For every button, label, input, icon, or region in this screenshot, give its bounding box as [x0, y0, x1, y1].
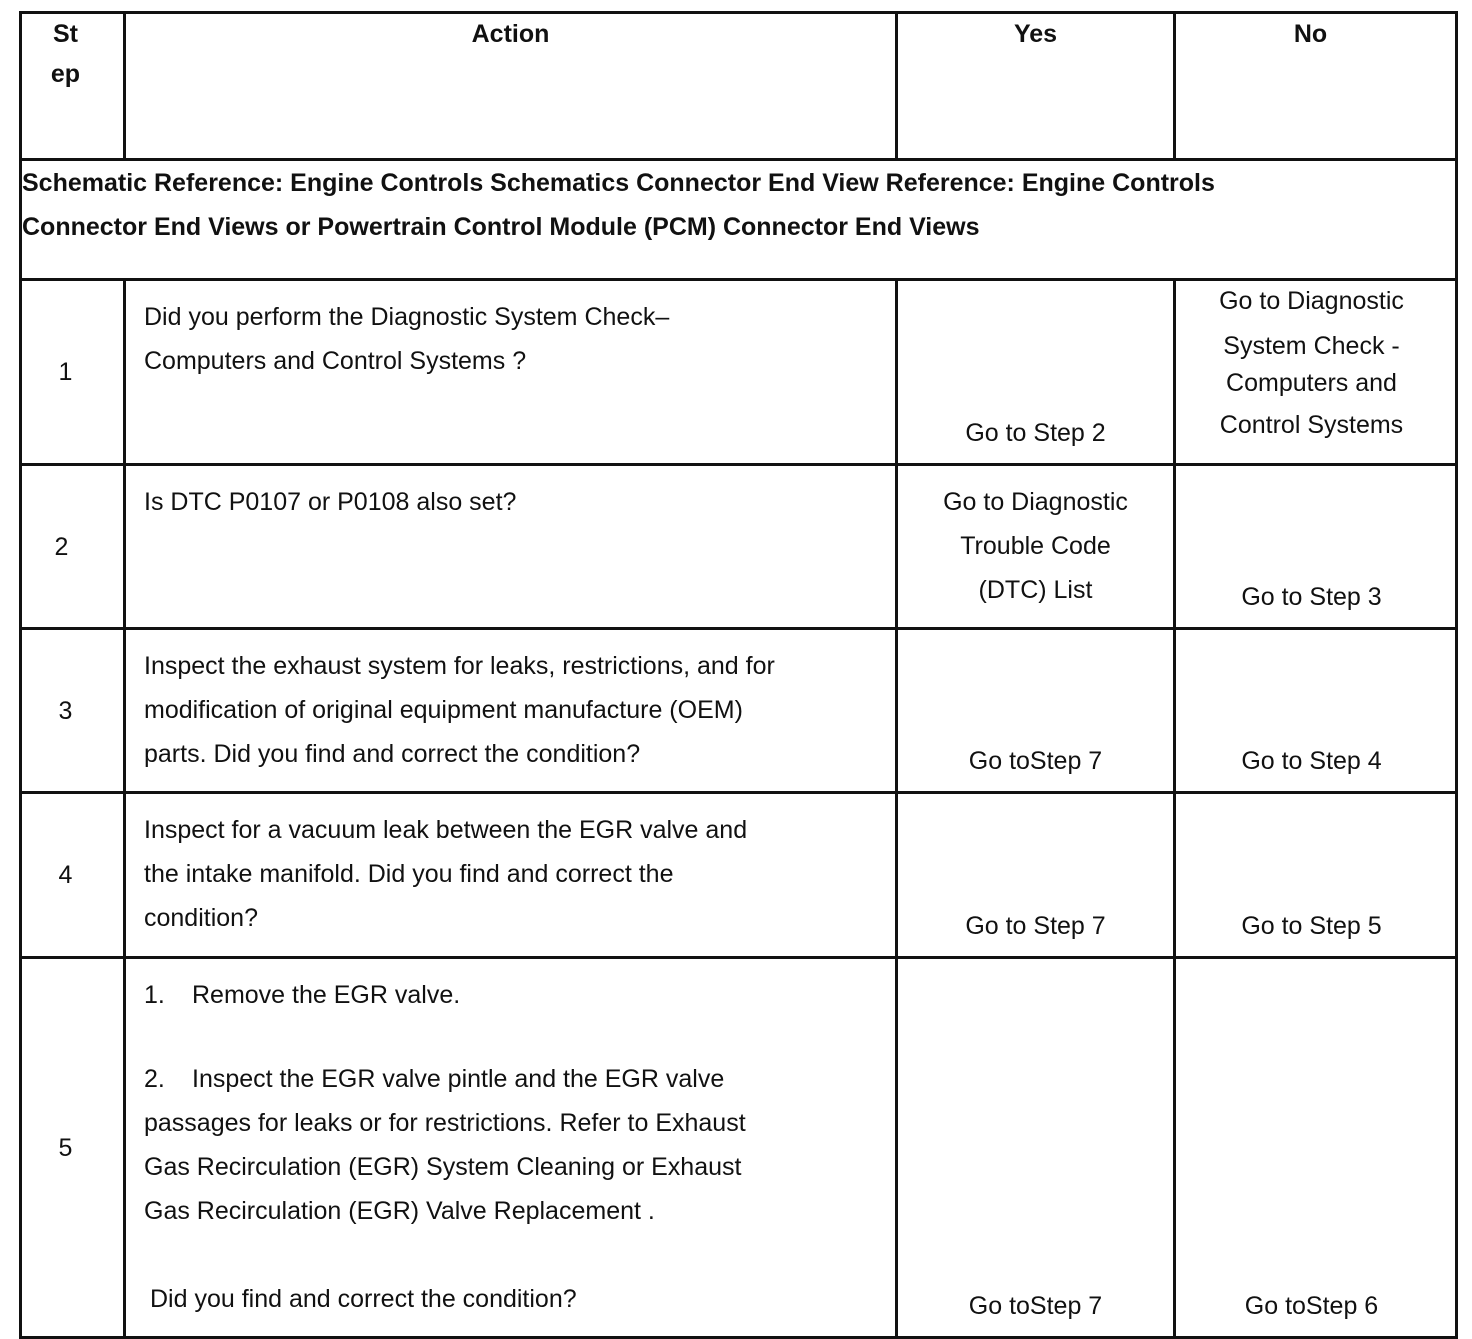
yes-cell	[897, 280, 1175, 465]
header-step	[21, 13, 125, 160]
yes-cell	[897, 958, 1175, 1338]
no-line: System Check -	[1223, 332, 1400, 360]
reference-row	[21, 160, 1457, 280]
yes-line: (DTC) List	[978, 576, 1093, 604]
yes-line: Go to Diagnostic	[943, 488, 1128, 516]
reference-line-1: Schematic Reference: Engine Controls Schematics Connector End View Reference: Engine Controls	[22, 169, 1215, 197]
list-number: 1.	[144, 981, 165, 1009]
yes-line: Go to Step 2	[965, 419, 1106, 447]
action-line: Is DTC P0107 or P0108 also set?	[144, 488, 517, 516]
yes-cell	[897, 793, 1175, 958]
action-line: Inspect for a vacuum leak between the EGR valve and	[144, 816, 748, 844]
action-cell	[125, 280, 897, 465]
action-cell	[125, 958, 897, 1338]
action-cell	[125, 629, 897, 793]
no-line: Go to Step 3	[1241, 583, 1382, 611]
action-line: parts. Did you find and correct the condition?	[144, 740, 641, 768]
yes-cell	[897, 629, 1175, 793]
header-step-line-2: ep	[50, 60, 81, 88]
table-row	[21, 793, 1457, 958]
header-step-line-1: St	[53, 20, 78, 48]
no-cell	[1175, 958, 1457, 1338]
action-cell	[125, 465, 897, 629]
yes-cell	[897, 465, 1175, 629]
action-line: condition?	[144, 904, 258, 932]
no-line: Computers and	[1226, 369, 1397, 397]
no-cell	[1175, 280, 1457, 465]
header-yes: Yes	[897, 13, 1175, 160]
table-row	[21, 958, 1457, 1338]
step-number: 4	[21, 793, 125, 958]
no-line: Control Systems	[1219, 411, 1404, 439]
action-question: Did you find and correct the condition?	[150, 1285, 577, 1313]
step-number: 5	[21, 958, 125, 1338]
action-list-item	[144, 973, 875, 1017]
table-row	[21, 629, 1457, 793]
spacer	[144, 1233, 875, 1277]
no-line: Go toStep 6	[1244, 1292, 1379, 1320]
no-cell	[1175, 465, 1457, 629]
list-text: Inspect the EGR valve pintle and the EGR valve	[192, 1065, 725, 1093]
action-line: modification of original equipment manufacture (OEM)	[144, 696, 743, 724]
reference-line-2: Connector End Views or Powertrain Control Module (PCM) Connector End Views	[22, 213, 980, 241]
no-line: Go to Step 4	[1241, 747, 1382, 775]
table-row	[21, 465, 1457, 629]
action-line: Inspect the exhaust system for leaks, restrictions, and for	[144, 652, 775, 680]
action-line: the intake manifold. Did you find and correct the	[144, 860, 674, 888]
no-cell	[1175, 793, 1457, 958]
action-list-item	[144, 1057, 875, 1101]
list-text: Remove the EGR valve.	[192, 981, 461, 1009]
no-cell	[1175, 629, 1457, 793]
action-cell	[125, 793, 897, 958]
header-row	[21, 13, 1457, 160]
action-line: passages for leaks or for restrictions. Refer to Exhaust	[144, 1109, 746, 1137]
step-number: 1	[21, 280, 125, 465]
reference-cell	[21, 160, 1457, 280]
no-line: Go to Step 5	[1241, 912, 1382, 940]
diagnostic-table	[19, 11, 1458, 1339]
step-number: 2	[21, 465, 125, 629]
yes-line: Go toStep 7	[968, 1292, 1103, 1320]
yes-line: Trouble Code	[960, 532, 1111, 560]
header-action: Action	[125, 13, 897, 160]
table-row	[21, 280, 1457, 465]
list-number: 2.	[144, 1065, 165, 1093]
action-line: Did you perform the Diagnostic System Check–	[144, 303, 670, 331]
spacer	[144, 1017, 875, 1057]
no-line: Go to Diagnostic	[1219, 287, 1404, 315]
action-line: Gas Recirculation (EGR) Valve Replacement .	[144, 1197, 655, 1225]
action-line: Computers and Control Systems ?	[144, 347, 527, 375]
step-number: 3	[21, 629, 125, 793]
header-no: No	[1175, 13, 1457, 160]
action-line: Gas Recirculation (EGR) System Cleaning or Exhaust	[144, 1153, 742, 1181]
yes-line: Go toStep 7	[968, 747, 1103, 775]
yes-line: Go to Step 7	[965, 912, 1106, 940]
